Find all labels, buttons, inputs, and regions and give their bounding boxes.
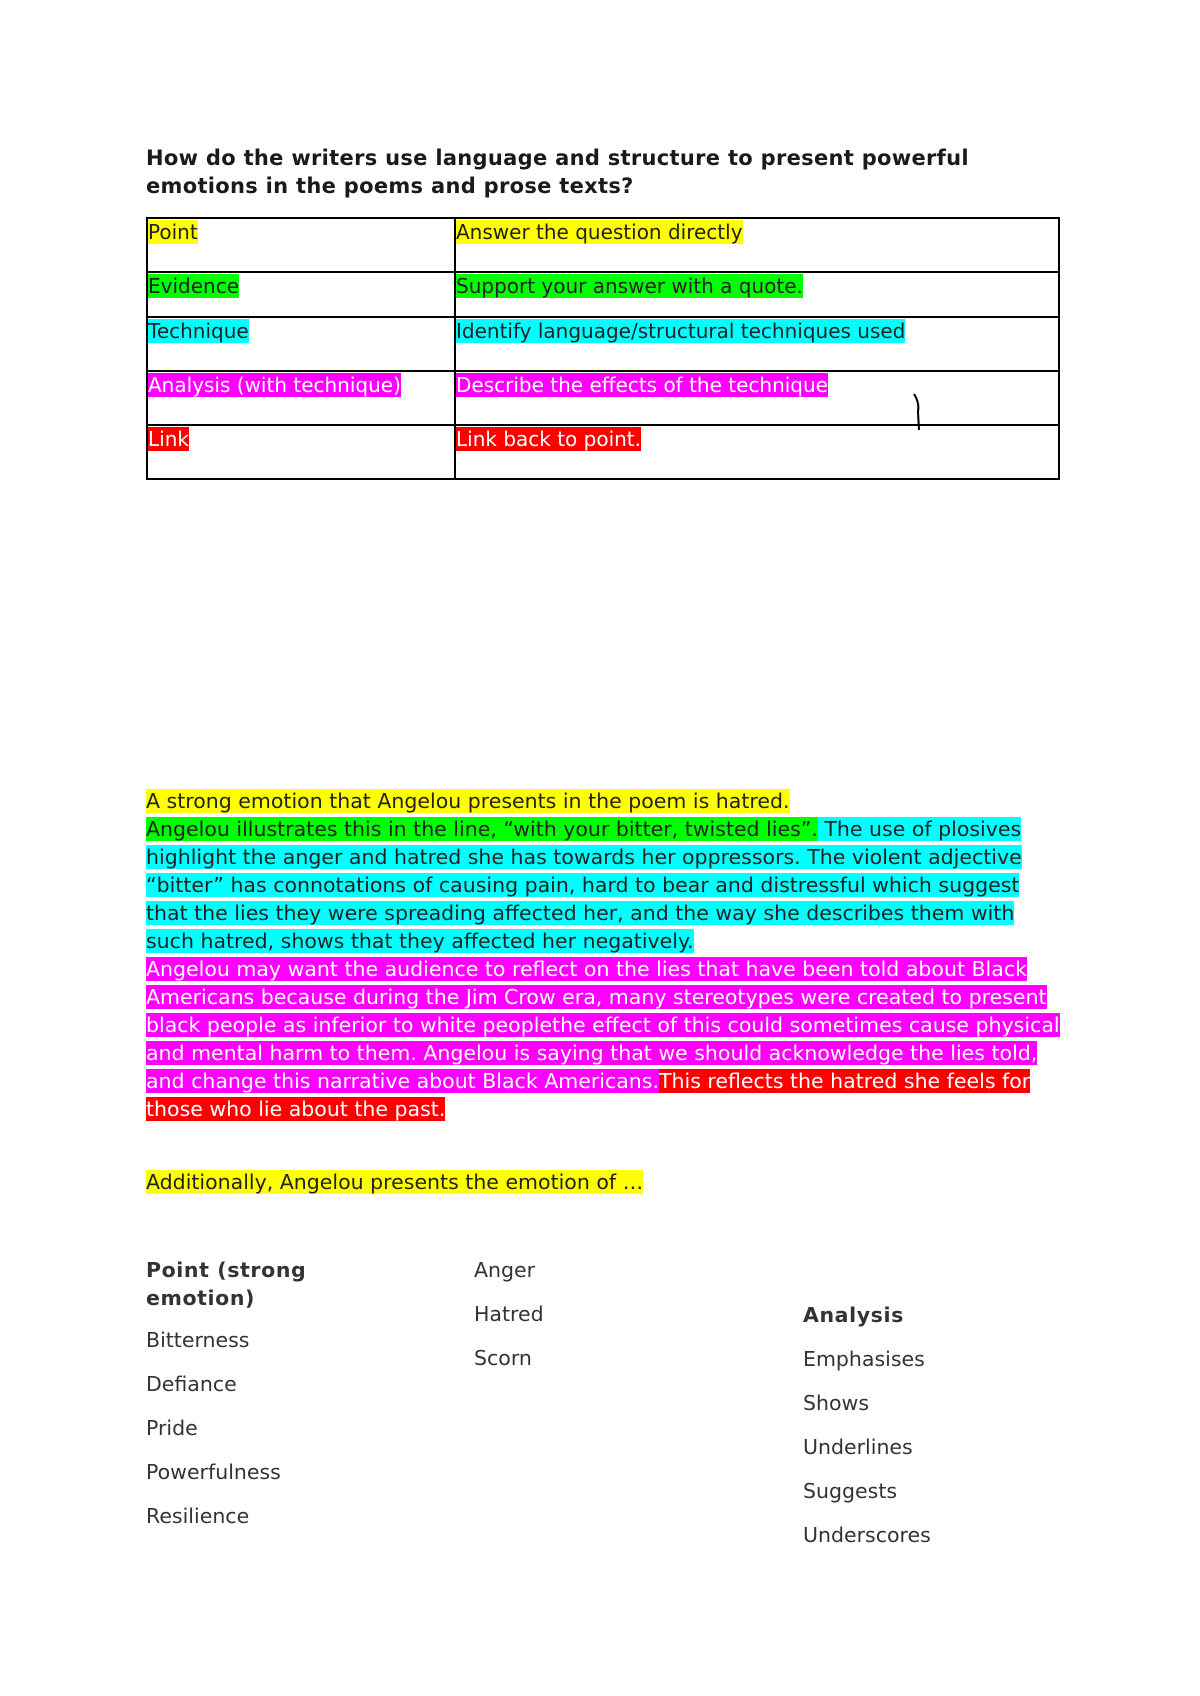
peel-table: [146, 217, 1060, 480]
list-item: Underscores: [803, 1523, 931, 1547]
example-evidence: Angelou illustrates this in the line, “with your bitter, twisted lies”.: [146, 817, 818, 841]
evidence-description: Support your answer with a quote.: [456, 274, 803, 298]
technique-description: Identify language/structural techniques used: [456, 319, 906, 343]
table-row: [147, 425, 1059, 479]
example-analysis: Angelou may want the audience to reflect on the lies that have been told about Black Americans because during the Jim Crow era, many stereotypes were created to present black people as inferior to white peoplethe effect of this could sometimes cause physical and mental harm to them. Angelou is saying that we should acknowledge the lies told, and change this narrative about Black Americans.: [146, 957, 1060, 1093]
evidence-label: Evidence: [148, 274, 240, 298]
link-description: Link back to point.: [456, 427, 641, 451]
next-point: Additionally, Angelou presents the emotion of …: [146, 1170, 644, 1194]
list-item: Bitterness: [146, 1328, 250, 1352]
list-item: Hatred: [474, 1302, 544, 1326]
point-label: Point: [148, 220, 198, 244]
example-link: This reflects the hatred she feels for those who lie about the past.: [146, 1069, 1031, 1121]
link-label: Link: [148, 427, 189, 451]
example-point: A strong emotion that Angelou presents in the poem is hatred.: [146, 789, 790, 813]
example-technique: The use of plosives highlight the anger and hatred she has towards her oppressors. The violent adjective “bitter” has connotations of causing pain, hard to bear and distressful which suggest that the lies they were spreading affected her, and the way she describes them with such hatred, shows that they affected her negatively.: [146, 817, 1022, 953]
list-item: Shows: [803, 1391, 869, 1415]
analysis-label: Analysis (with technique): [148, 373, 401, 397]
list-item: Pride: [146, 1416, 198, 1440]
points-heading: Point (strong emotion): [146, 1258, 307, 1310]
analysis-heading: Analysis: [803, 1303, 904, 1327]
points-column: [146, 1256, 376, 1546]
question-heading: How do the writers use language and structure to present powerful emotions in the poems and prose texts?: [146, 146, 969, 198]
analysis-description: Describe the effects of the technique: [456, 373, 828, 397]
example-paragraph: [146, 787, 1066, 1123]
list-item: Powerfulness: [146, 1460, 281, 1484]
emotions-column: [474, 1256, 674, 1388]
handwritten-mark: [912, 392, 924, 432]
point-description: Answer the question directly: [456, 220, 743, 244]
list-item: Anger: [474, 1258, 536, 1282]
list-item: Underlines: [803, 1435, 913, 1459]
table-row: [147, 272, 1059, 317]
analysis-column: [803, 1301, 1023, 1565]
list-item: Suggests: [803, 1479, 898, 1503]
list-item: Emphasises: [803, 1347, 925, 1371]
technique-label: Technique: [148, 319, 249, 343]
table-row: [147, 317, 1059, 371]
list-item: Defiance: [146, 1372, 237, 1396]
list-item: Scorn: [474, 1346, 532, 1370]
table-row: [147, 218, 1059, 272]
next-point-paragraph: [146, 1168, 1066, 1196]
list-item: Resilience: [146, 1504, 250, 1528]
